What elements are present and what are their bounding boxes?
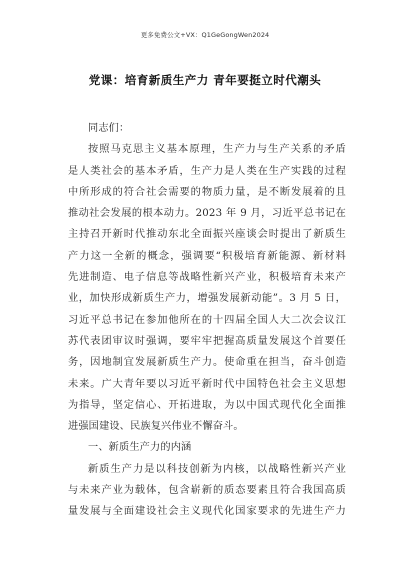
paragraph-line: 进强国建设、民族复兴伟业不懈奋斗。	[68, 421, 244, 433]
paragraph-line: 新质生产力是以科技创新为内核，以战略性新兴产业	[88, 463, 346, 475]
header-note: 更多免费公文+VX：Q1GeGongWen2024	[140, 31, 270, 39]
paragraph-line: 中所形成的符合社会需要的物质力量，是不断发展着的且	[68, 186, 346, 198]
paragraph-line: 量发展与全面建设社会主义现代化国家要求的先进生产力	[68, 506, 346, 518]
paragraph-1	[68, 139, 346, 437]
paragraph-line: 先进制造、电子信息等战略性新兴产业，积极培育未来产	[68, 272, 346, 284]
paragraph-line: 主持召开新时代推动东北全面振兴座谈会时提出了新质生	[68, 229, 346, 241]
paragraph-2	[68, 459, 346, 523]
section-heading: 一、新质生产力的内涵	[88, 442, 192, 454]
salutation: 同志们：	[88, 123, 130, 134]
document-body	[68, 118, 346, 523]
paragraph-line: 务，因地制宜发展新质生产力。使命重在担当，奋斗创造	[68, 357, 346, 369]
paragraph-line: 习近平总书记在参加他所在的十四届全国人大二次会议江	[68, 314, 346, 326]
paragraph-line: 是人类社会的基本矛盾，生产力是人类在生产实践的过程	[68, 165, 346, 177]
paragraph-line: 未来。广大青年要以习近平新时代中国特色社会主义思想	[68, 378, 346, 390]
paragraph-line: 产力这一全新的概念，强调要“积极培育新能源、新材料	[68, 250, 346, 262]
paragraph-line: 为指导，坚定信心、开拓进取，为以中国式现代化全面推	[68, 399, 346, 411]
paragraph-line: 推动社会发展的根本动力。2023 年 9 月，习近平总书记在	[68, 208, 346, 220]
paragraph-line: 与未来产业为载体，包含崭新的质态要素且符合我国高质	[68, 485, 346, 497]
paragraph-line: 按照马克思主义基本原理，生产力与生产关系的矛盾	[88, 144, 346, 156]
paragraph-line: 苏代表团审议时强调，要牢牢把握高质量发展这个首要任	[68, 335, 346, 347]
document-title: 党课：培育新质生产力 青年要挺立时代潮头	[88, 73, 322, 87]
paragraph-line: 业，加快形成新质生产力，增强发展新动能”。3 月 5 日，	[68, 293, 346, 305]
